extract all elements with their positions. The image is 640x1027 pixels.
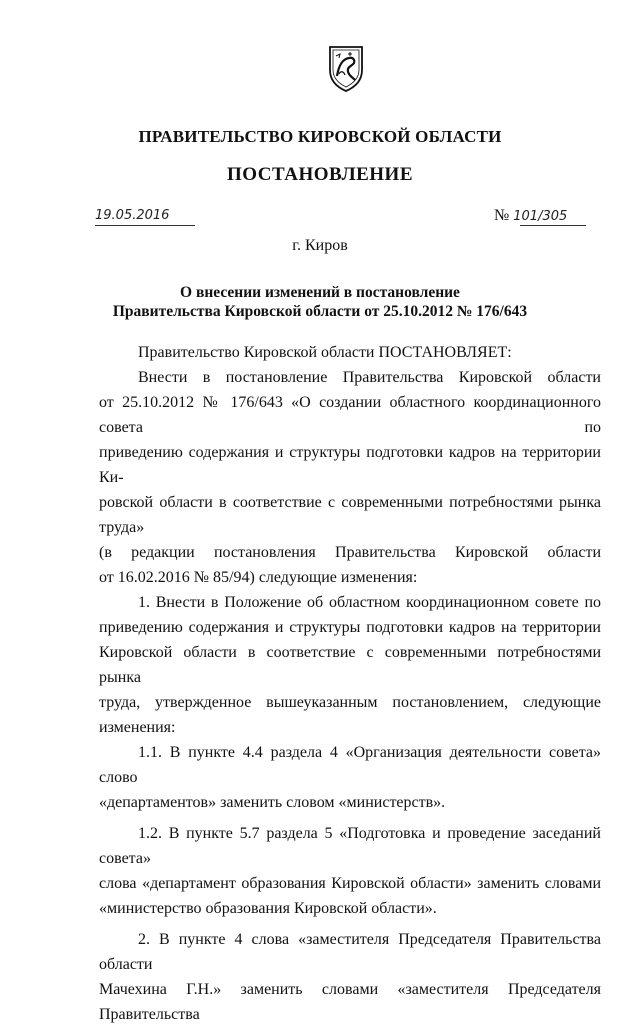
text-line: 1.2. В пункте 5.7 раздела 5 «Подготовка и проведение заседаний совета»	[99, 825, 601, 867]
document-date: 19.05.2016	[95, 208, 170, 223]
number-value: 101/305	[513, 209, 568, 224]
number-prefix: №	[494, 207, 510, 224]
text-line: приведению содержания и структуры подготовки кадров на территории	[99, 619, 601, 636]
text-line: 1.1. В пункте 4.4 раздела 4 «Организация деятельности совета» слово	[99, 744, 601, 786]
coat-of-arms-icon	[327, 44, 365, 92]
text-line: «министерство образования Кировской области».	[99, 900, 437, 917]
city: г. Киров	[292, 237, 348, 254]
text-line: (в редакции постановления Правительства Кировской области	[99, 544, 601, 561]
text-line: «департаментов» заменить словом «министерств».	[99, 794, 446, 811]
organization-name: ПРАВИТЕЛЬСТВО КИРОВСКОЙ ОБЛАСТИ	[138, 127, 502, 146]
text-line: от 16.02.2016 № 85/94) следующие изменения:	[99, 569, 418, 586]
text-line: изменения:	[99, 719, 176, 736]
text-line: слова «департамент образования Кировской области» заменить словами	[99, 875, 601, 892]
text-line: 2. В пункте 4 слова «заместителя Председателя Правительства области	[99, 931, 601, 973]
title-line: Правительства Кировской области от 25.10.2012 № 176/643	[112, 303, 528, 320]
document-body	[99, 340, 601, 1027]
title-line: О внесении изменений в постановление	[180, 284, 460, 301]
preamble: Правительство Кировской области ПОСТАНОВЛЯЕТ:	[138, 344, 512, 361]
text-line: 1. Внести в Положение об областном координационном совете по	[138, 594, 601, 611]
document-type: ПОСТАНОВЛЕНИЕ	[226, 164, 414, 185]
text-line: от 25.10.2012 № 176/643 «О создании областного координационного совета по	[99, 394, 601, 436]
text-line: ровской области в соответствие с современными потребностями рынка труда»	[99, 494, 601, 536]
text-line: Внести в постановление Правительства Кировской области	[138, 369, 601, 386]
text-line: труда, утвержденное вышеуказанным постановлением, следующие	[99, 694, 601, 711]
text-line: Мачехина Г.Н.» заменить словами «заместителя Председателя Правительства	[99, 981, 601, 1023]
text-line: приведению содержания и структуры подготовки кадров на территории Ки-	[99, 444, 601, 486]
document-title	[60, 283, 580, 321]
document-number	[494, 207, 567, 225]
date-underline	[95, 225, 195, 226]
number-underline	[520, 225, 586, 226]
text-line: Кировской области в соответствие с современными потребностями рынка	[99, 644, 601, 686]
